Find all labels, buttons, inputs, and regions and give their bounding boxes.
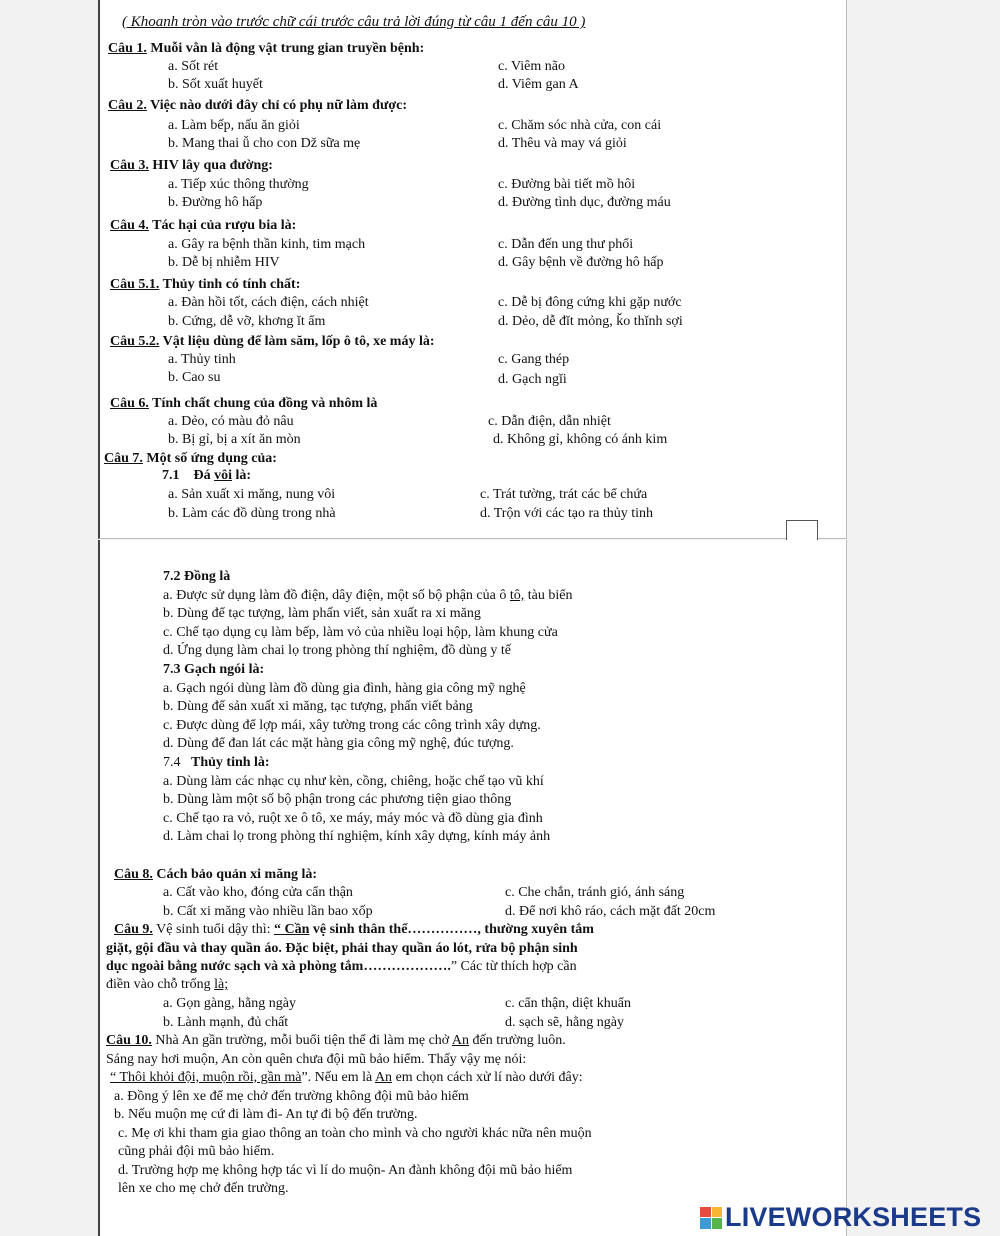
question-9-line-2: giặt, gội đầu và thay quần áo. Đặc biệt, phải thay quần áo lót, rửa bộ phận sinh [106,941,578,956]
logo-square-green [712,1218,723,1229]
answer-option[interactable]: c. Gang thép [498,352,570,367]
question-text-underlined: An [451,1033,470,1048]
answer-option[interactable]: c. Viêm não [498,59,565,74]
answer-option[interactable]: c. Chế tạo dụng cụ làm bếp, làm vỏ của nhiều loại hộp, làm khung cửa [163,625,558,640]
question-text-underlined: “ Cần [273,922,310,937]
subquestion-number: 7.4 [163,755,181,770]
answer-option[interactable]: b. Dùng để tạc tượng, làm phấn viết, sản xuất ra xi măng [163,606,481,621]
liveworksheets-logo [700,1202,981,1233]
answer-option[interactable]: c. Dễ bị đông cứng khi gặp nước [498,295,682,310]
question-text: Việc nào dưới đây chỉ có phụ nữ làm được: [146,98,407,113]
answer-option[interactable]: d. Thêu và may vá giỏi [498,136,627,151]
answer-option[interactable]: b. Mang thai ǚ cho con ǅ sữa mẹ [168,136,361,151]
answer-option[interactable]: a. Dùng làm các nhạc cụ như kèn, cồng, chiêng, hoặc chế tạo vũ khí [163,774,544,789]
question-text-underlined: là; [214,977,229,992]
subquestion-number: 7.1 [162,468,180,483]
question-text: HIV lây qua đường: [148,158,273,173]
question-text-underlined: “ Thôi khỏi đội, muộn rồi, gần mà [110,1070,302,1085]
answer-option[interactable]: a. Cất vào kho, đóng cửa cẩn thận [163,885,353,900]
subquestion-text: là: [232,468,252,483]
question-9-line-4 [106,976,228,993]
question-4 [110,217,296,234]
answer-option[interactable]: d. Dẻo, dễ đǐt mỏng, ǩo thǐnh sợi [498,314,683,329]
answer-option[interactable]: a. Sốt rét [168,59,219,74]
worksheet-page-2 [98,540,847,1236]
question-8 [114,866,317,883]
subquestion-7-4 [163,754,270,771]
answer-option-continued: cũng phải đội mũ bảo hiểm. [118,1144,275,1159]
question-text: Một số ứng dụng của: [142,451,277,466]
subquestion-text: Đá [193,468,215,483]
question-2 [108,97,407,114]
question-text: Vệ sinh tuổi dậy thì: [152,922,274,937]
option-text: a. Được sử dụng làm đồ điện, dây điện, một số bộ phận của ô [163,588,510,603]
subquestion-text-underlined: vôi [214,468,233,483]
logo-square-blue [700,1218,711,1229]
liveworksheets-logo-icon [700,1207,722,1229]
answer-option[interactable]: d. Không gỉ, không có ánh kim [493,432,668,447]
answer-option[interactable]: b. Lành mạnh, đủ chất [163,1015,289,1030]
answer-option-continued: lên xe cho mẹ chở đến trường. [118,1181,289,1196]
worksheet-page-1 [98,0,847,539]
answer-option[interactable]: a. Gây ra bệnh thần kinh, tim mạch [168,237,366,252]
option-text-underlined: tô, [509,588,525,603]
answer-option[interactable]: c. Được dùng để lợp mái, xây tường trong các công trình xây dựng. [163,718,541,733]
question-label: Câu 3. [110,158,149,173]
question-7 [104,450,277,467]
question-5-2 [110,333,435,350]
answer-option[interactable]: c. Dẫn điện, dẫn nhiệt [488,414,611,429]
answer-option[interactable]: d. Để nơi khô ráo, cách mặt đất 20cm [505,904,716,919]
answer-option[interactable] [163,587,572,604]
question-label: Câu 10. [106,1033,152,1048]
subquestion-text: Thủy tinh là: [191,755,270,770]
question-label: Câu 5.2. [110,334,160,349]
question-text: dục ngoài bằng nước sạch và xà phòng tắm………………. [106,959,451,974]
answer-option[interactable]: a. Đồng ý lên xe để mẹ chở đến trường không đội mũ bảo hiểm [114,1089,469,1104]
instruction [122,14,585,31]
answer-option[interactable]: a. Gạch ngói dùng làm đồ dùng gia đình, hàng gia công mỹ nghệ [163,681,526,696]
question-label: Câu 6. [110,396,149,411]
logo-square-red [700,1207,711,1218]
answer-option[interactable]: c. Đường bài tiết mồ hôi [498,177,636,192]
subquestion-7-1 [162,467,251,484]
question-label: Câu 4. [110,218,149,233]
answer-option[interactable]: b. Cao su [168,370,221,385]
question-text: Cách bảo quản xi măng là: [152,867,318,882]
question-text: Tính chất chung của đồng và nhôm là [148,396,378,411]
question-3 [110,157,273,174]
question-text: Nhà An gần trường, mỗi buổi tiện thể đi làm mẹ chở [151,1033,452,1048]
question-label: Câu 9. [114,922,153,937]
question-text: Tác hại của rượu bia là: [148,218,297,233]
answer-option[interactable]: a. Gọn gàng, hằng ngày [163,996,296,1011]
answer-option[interactable]: c. cẩn thận, diệt khuẩn [505,996,631,1011]
answer-option[interactable]: d. Dùng để đan lát các mặt hàng gia công mỹ nghệ, đúc tượng. [163,736,514,751]
question-text: ”. Nếu em là [301,1070,375,1085]
answer-option[interactable]: b. Đường hô hấp [168,195,263,210]
answer-option[interactable]: b. Cứng, dễ vỡ, khơng ǐt ẩm [168,314,326,329]
answer-option[interactable]: a. Thủy tinh [168,352,236,367]
question-5-1 [110,276,300,293]
answer-option[interactable]: c. Chế tạo ra vỏ, ruột xe ô tô, xe máy, máy móc và đồ dùng gia đình [163,811,543,826]
question-text: Muỗi vằn là động vật trung gian truyền bệnh: [146,41,425,56]
answer-option[interactable]: d. Làm chai lọ trong phòng thí nghiệm, kính xây dựng, kính máy ảnh [163,829,551,844]
question-text: em chọn cách xử lí nào dưới đây: [392,1070,583,1085]
answer-option[interactable]: c. Mẹ ơi khi tham gia giao thông an toàn cho mình và cho người khác nữa nên muộn [118,1126,592,1141]
answer-option[interactable]: a. Dẻo, có màu đỏ nâu [168,414,294,429]
answer-option[interactable]: d. Ứng dụng làm chai lọ trong phòng thí nghiệm, đồ dùng y tế [163,643,511,658]
answer-option[interactable]: b. Dùng để sản xuất xi măng, tạc tượng, phấn viết bảng [163,699,473,714]
instruction-text: ( Khoanh tròn vào trước chữ cái trước câu trả lời đúng từ câu 1 đến câu 10 ) [122,14,586,30]
logo-square-yellow [712,1207,723,1218]
answer-option[interactable]: a. Tiếp xúc thông thường [168,177,309,192]
answer-option[interactable]: d. Trộn với các tạo ra thủy tinh [480,506,654,521]
question-10-line-3 [110,1069,583,1086]
question-label: Câu 7. [104,451,143,466]
answer-option[interactable]: b. Nếu muộn mẹ cứ đi làm đi- An tự đi bộ đến trường. [114,1107,418,1122]
question-text: ” Các từ thích hợp cần [450,959,577,974]
answer-option[interactable]: b. Dùng làm một số bộ phận trong các phương tiện giao thông [163,792,512,807]
answer-option[interactable]: d. Viêm gan A [498,77,579,92]
question-6 [110,395,377,412]
answer-option[interactable]: a. Làm bếp, nấu ăn giỏi [168,118,300,133]
answer-option[interactable]: a. Sản xuất xi măng, nung vôi [168,487,336,502]
answer-option[interactable]: b. Sốt xuất huyết [168,77,263,92]
answer-option[interactable]: d. Gạch ngǐi [498,372,567,387]
subquestion-7-2: 7.2 Đồng là [163,569,231,584]
answer-option[interactable]: c. Chăm sóc nhà cửa, con cái [498,118,662,133]
question-label: Câu 5.1. [110,277,160,292]
answer-option[interactable]: d. Đường tình dục, đường máu [498,195,671,210]
answer-option[interactable]: a. Đàn hồi tốt, cách điện, cách nhiệt [168,295,369,310]
question-text: đến trường luôn. [469,1033,566,1048]
answer-option[interactable]: d. Trường hợp mẹ không hợp tác vì lí do muộn- An đành không đội mũ bảo hiểm [118,1163,573,1178]
answer-option[interactable]: b. Dễ bị nhiễm HIV [168,255,280,270]
option-text: tàu biển [524,588,573,603]
question-10 [106,1032,566,1049]
question-label: Câu 1. [108,41,147,56]
answer-option[interactable]: b. Bị gỉ, bị a xít ăn mòn [168,432,301,447]
answer-option[interactable]: c. Trát tường, trát các bể chứa [480,487,648,502]
question-text: Thủy tinh có tính chất: [159,277,301,292]
question-text-underlined: An [374,1070,393,1085]
question-label: Câu 8. [114,867,153,882]
question-label: Câu 2. [108,98,147,113]
question-9-line-3 [106,958,577,975]
answer-option[interactable]: d. sạch sẽ, hằng ngày [505,1015,624,1030]
answer-option[interactable]: d. Gây bệnh về đường hô hấp [498,255,664,270]
liveworksheets-wordmark: LIVEWORKSHEETS [725,1202,982,1232]
answer-option[interactable]: b. Làm các đồ dùng trong nhà [168,506,336,521]
answer-option[interactable]: b. Cất xi măng vào nhiều lần bao xốp [163,904,373,919]
question-text: điền vào chỗ trống [106,977,215,992]
question-text: Vật liệu dùng để làm săm, lốp ô tô, xe máy là: [159,334,435,349]
question-text: vệ sinh thân thể……………, thường xuyên tắm [309,922,594,937]
answer-option[interactable]: c. Che chắn, tránh gió, ánh sáng [505,885,685,900]
question-9 [114,921,594,938]
answer-option[interactable]: c. Dẫn đến ung thư phổi [498,237,634,252]
question-1 [108,40,424,57]
question-10-line-2: Sáng nay hơi muộn, An còn quên chưa đội mũ bảo hiểm. Thấy vậy mẹ nói: [106,1052,527,1067]
subquestion-7-3: 7.3 Gạch ngói là: [163,662,265,677]
